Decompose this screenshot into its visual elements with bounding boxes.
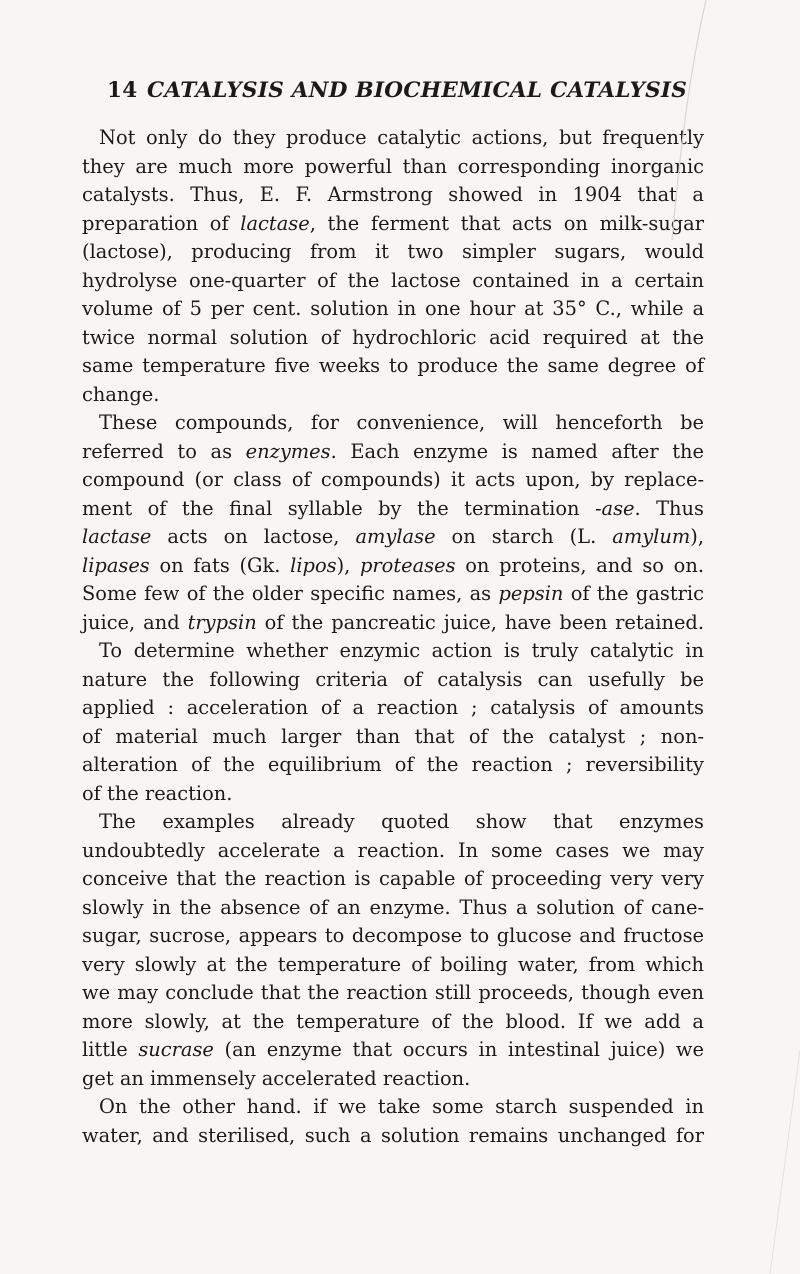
text-line — [82, 637, 704, 666]
text-line — [82, 552, 704, 581]
text-line — [82, 324, 704, 353]
text-line — [82, 295, 704, 324]
text-run: we may conclude that the reaction still proceeds, though even — [82, 981, 704, 1004]
text-run: (an enzyme that occurs in intestinal juice) we — [213, 1038, 704, 1061]
page-header — [107, 78, 719, 110]
italic-term: proteases — [360, 553, 456, 577]
text-line — [82, 837, 704, 866]
italic-term: amylase — [355, 525, 436, 548]
text-run: twice normal solution of hydrochloric acid required at the — [82, 325, 704, 349]
text-run: compound (or class of compounds) it acts upon, by replace- — [82, 468, 704, 491]
text-run: . Thus — [634, 496, 704, 520]
text-run: sugar, sucrose, appears to decompose to glucose and fructose — [82, 924, 704, 947]
text-run: ment of the final syllable by the termination — [82, 496, 595, 520]
text-line — [82, 181, 704, 210]
text-run: . Each enzyme is named after the — [330, 439, 704, 463]
text-line — [82, 238, 704, 267]
text-run: on proteins, and so on. — [455, 553, 704, 577]
text-run: referred to as — [82, 439, 246, 463]
text-run: on starch (L. — [435, 525, 613, 548]
text-run: of the reaction. — [82, 781, 233, 805]
text-run: The examples already quoted show that enzymes — [99, 810, 704, 833]
text-run: preparation of — [82, 211, 241, 235]
text-run: hydrolyse one-quarter of the lactose contained in a certain — [82, 268, 704, 292]
page-number: 14 — [107, 78, 138, 103]
text-line — [82, 865, 704, 894]
text-run: on fats (Gk. — [149, 553, 291, 577]
text-run: water, and sterilised, such a solution remains unchanged for — [82, 1123, 704, 1147]
text-run: catalysts. Thus, E. F. Armstrong showed in 1904 that a — [82, 183, 704, 206]
text-line — [82, 1122, 704, 1151]
italic-term: lactase — [240, 211, 310, 235]
italic-term: lactase — [82, 525, 152, 548]
running-title: CATALYSIS AND BIOCHEMICAL CATALYSIS — [147, 78, 688, 103]
text-run: Some few of the older specific names, as — [82, 582, 499, 605]
text-line — [82, 666, 704, 695]
text-line — [82, 352, 704, 381]
text-line — [82, 1093, 704, 1122]
text-run: volume of 5 per cent. solution in one hour at 35° C., while a — [82, 297, 704, 320]
text-run: of the pancreatic juice, have been retained. — [256, 610, 704, 634]
text-run: nature the following criteria of catalysis can usefully be — [82, 667, 704, 691]
text-run: get an immensely accelerated reaction. — [82, 1066, 471, 1090]
text-line — [82, 409, 704, 438]
text-line — [82, 694, 704, 723]
text-line — [82, 1008, 704, 1037]
italic-term: lipos — [290, 553, 337, 577]
text-line — [82, 922, 704, 951]
text-line — [82, 466, 704, 495]
text-line — [82, 210, 704, 239]
text-run: On the other hand. if we take some starch suspended in — [99, 1095, 704, 1118]
text-line — [82, 381, 704, 410]
text-line — [82, 780, 704, 809]
text-line — [82, 495, 704, 524]
text-run: juice, and — [82, 610, 188, 634]
text-run: little — [82, 1038, 139, 1061]
text-run: more slowly, at the temperature of the blood. If we add a — [82, 1009, 704, 1033]
text-line — [82, 951, 704, 980]
text-run: of material much larger than that of the catalyst ; non- — [82, 724, 704, 748]
text-run: , the ferment that acts on milk-sugar — [309, 211, 704, 235]
italic-term: enzymes — [245, 439, 331, 463]
text-line — [82, 979, 704, 1008]
text-run: very slowly at the temperature of boiling water, from which — [82, 952, 704, 976]
text-run: ), — [336, 553, 360, 577]
italic-term: sucrase — [138, 1038, 214, 1061]
text-run: alteration of the equilibrium of the reaction ; reversibility — [82, 753, 704, 776]
text-run: (lactose), producing from it two simpler sugars, would — [82, 240, 704, 263]
text-line — [82, 609, 704, 638]
text-run: of the gastric — [563, 582, 704, 605]
text-run: conceive that the reaction is capable of proceeding very very — [82, 867, 704, 890]
text-line — [82, 438, 704, 467]
text-run: Not only do they produce catalytic actions, but frequently — [99, 126, 704, 149]
text-line — [82, 723, 704, 752]
text-line — [82, 1065, 704, 1094]
text-run: applied : acceleration of a reaction ; catalysis of amounts — [82, 696, 704, 719]
text-line — [82, 894, 704, 923]
text-run: acts on lactose, — [151, 525, 356, 548]
text-run: These compounds, for convenience, will henceforth be — [99, 411, 704, 434]
italic-term: lipases — [82, 553, 150, 577]
italic-term: trypsin — [187, 610, 257, 634]
text-run: ), — [690, 525, 704, 548]
text-line — [82, 267, 704, 296]
text-run: same temperature five weeks to produce the same degree of — [82, 354, 704, 377]
text-line — [82, 580, 704, 609]
italic-term: pepsin — [498, 582, 564, 605]
text-line — [82, 1036, 704, 1065]
body-text — [82, 124, 704, 1150]
text-run: they are much more powerful than corresponding inorganic — [82, 154, 704, 178]
text-run: change. — [82, 382, 160, 406]
text-line — [82, 751, 704, 780]
text-run: slowly in the absence of an enzyme. Thus a solution of cane- — [82, 895, 704, 919]
italic-term: amylum — [612, 525, 691, 548]
text-line — [82, 124, 704, 153]
text-run: To determine whether enzymic action is truly catalytic in — [99, 639, 704, 662]
text-run: undoubtedly accelerate a reaction. In some cases we may — [82, 838, 704, 862]
text-line — [82, 153, 704, 182]
text-line — [82, 808, 704, 837]
text-line — [82, 523, 704, 552]
italic-term: -ase — [594, 496, 635, 520]
